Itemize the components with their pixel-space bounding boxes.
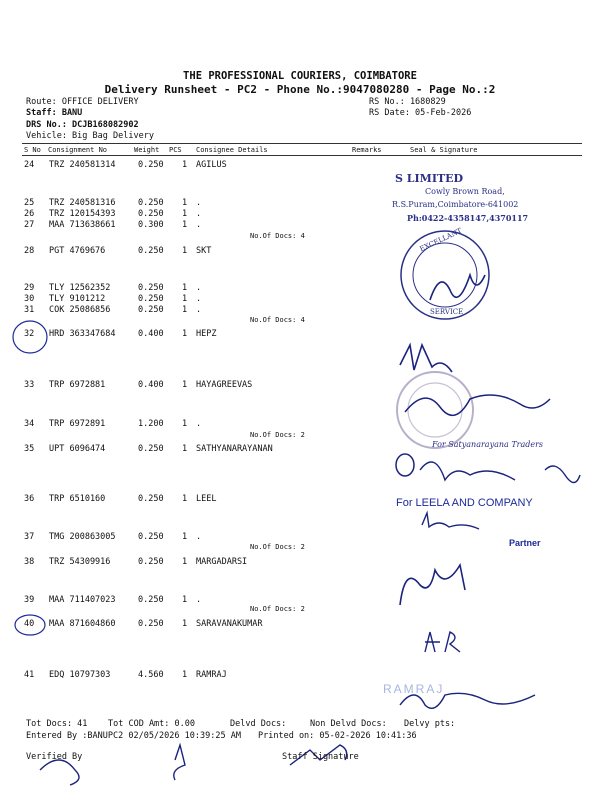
table-row: 30 TLY 9101212 0.250 1 . [24, 294, 202, 304]
docs-count: No.Of Docs: 2 [250, 605, 305, 613]
stamp-sathya: For Satyanarayana Traders [432, 440, 544, 449]
table-row: 39 MAA 711407023 0.250 1 . [24, 595, 202, 605]
table-row: 41 EDQ 10797303 4.560 1 RAMRAJ [24, 670, 227, 680]
signature-scribble [174, 745, 185, 780]
stamp-leela: For LEELA AND COMPANY [396, 497, 533, 509]
table-row: 38 TRZ 54309916 0.250 1 MARGADARSI [24, 557, 248, 567]
route: Route: OFFICE DELIVERY [26, 97, 139, 107]
circle-mark [15, 615, 45, 635]
docs-count: No.Of Docs: 2 [250, 431, 305, 439]
faint-stamp-inner [408, 383, 462, 437]
printed-on: Printed on: 05-02-2026 10:41:36 [258, 731, 417, 741]
total-cod: Tot COD Amt: 0.00 [108, 719, 195, 729]
table-row: 35 UPT 6096474 0.250 1 SATHYANARAYANAN [24, 444, 273, 454]
delivered-docs: Delvd Docs: [230, 719, 287, 729]
table-row: 28 PGT 4769676 0.250 1 SKT [24, 246, 212, 256]
signature-scribble [40, 760, 79, 785]
vehicle: Vehicle: Big Bag Delivery [26, 131, 154, 141]
signature-scribble [545, 466, 580, 483]
table-row: 31 COK 25086856 0.250 1 . [24, 305, 202, 315]
table-row: 40 MAA 871604860 0.250 1 SARAVANAKUMAR [24, 619, 263, 629]
staff-signature: Staff Signature [282, 752, 359, 762]
table-row: 36 TRP 6510160 0.250 1 LEEL [24, 494, 217, 504]
signature-scribble [405, 395, 550, 415]
signature-scribble [396, 454, 414, 476]
drs-number: DRS No.: DCJB168082902 [26, 120, 139, 130]
table-row: 24 TRZ 240581314 0.250 1 AGILUS [24, 160, 227, 170]
stamp-service: SERVICE [430, 308, 464, 316]
signature-scribble [420, 462, 515, 480]
staff: Staff: BANU [26, 108, 83, 118]
signature-scribble [400, 565, 465, 605]
col-remarks: Remarks [352, 146, 382, 154]
docs-count: No.Of Docs: 4 [250, 232, 305, 240]
rs-date: RS Date: 05-Feb-2026 [369, 108, 472, 118]
table-row: 25 TRZ 240581316 0.250 1 . [24, 198, 202, 208]
col-consignment: Consignment No [48, 146, 108, 154]
table-row: 26 TRZ 120154393 0.250 1 . [24, 209, 202, 219]
company-title: THE PROFESSIONAL COURIERS, COIMBATORE [183, 70, 417, 82]
stamp-address-2: R.S.Puram,Coimbatore-641002 [392, 200, 519, 209]
stamp-phone: Ph:0422-4358147,4370117 [407, 213, 529, 223]
signature-scribble [400, 345, 452, 372]
stamp-limited: S LIMITED [395, 172, 464, 185]
docs-count: No.Of Docs: 2 [250, 543, 305, 551]
col-sno: S No [24, 146, 41, 154]
col-weight: Weight [134, 146, 160, 154]
table-row: 27 MAA 713638661 0.300 1 . [24, 220, 202, 230]
col-seal: Seal & Signature [410, 146, 478, 154]
round-stamp [401, 231, 489, 319]
entered-by: Entered By :BANUPC2 02/05/2026 10:39:25 AM [26, 731, 241, 741]
table-row: 29 TLY 12562352 0.250 1 . [24, 283, 202, 293]
signature-scribble [425, 632, 460, 652]
verified-by: Verified By [26, 752, 83, 762]
table-row: 33 TRP 6972881 0.400 1 HAYAGREEVAS [24, 380, 253, 390]
stamp-address-1: Cowly Brown Road, [425, 187, 505, 196]
stamp-excellant: EXCELLANT [418, 226, 464, 254]
rs-number: RS No.: 1680829 [369, 97, 446, 107]
delivery-points: Delvy pts: [404, 719, 456, 729]
col-pcs: PCS [169, 146, 182, 154]
total-docs: Tot Docs: 41 [26, 719, 88, 729]
table-row: 32 HRD 363347684 0.400 1 HEPZ [24, 329, 217, 339]
docs-count: No.Of Docs: 4 [250, 316, 305, 324]
table-row: 37 TMG 200863005 0.250 1 . [24, 532, 202, 542]
circle-mark [13, 321, 47, 353]
table-row: 34 TRP 6972891 1.200 1 . [24, 419, 202, 429]
col-consignee: Consignee Details [196, 146, 268, 154]
non-delivered-docs: Non Delvd Docs: [310, 719, 387, 729]
stamp-ramraj: RAMRAJ [383, 682, 445, 696]
runsheet-title: Delivery Runsheet - PC2 - Phone No.:9047080280 - Page No.:2 [104, 83, 496, 96]
signature-scribble [422, 513, 479, 529]
stamp-partner: Partner [509, 538, 541, 548]
